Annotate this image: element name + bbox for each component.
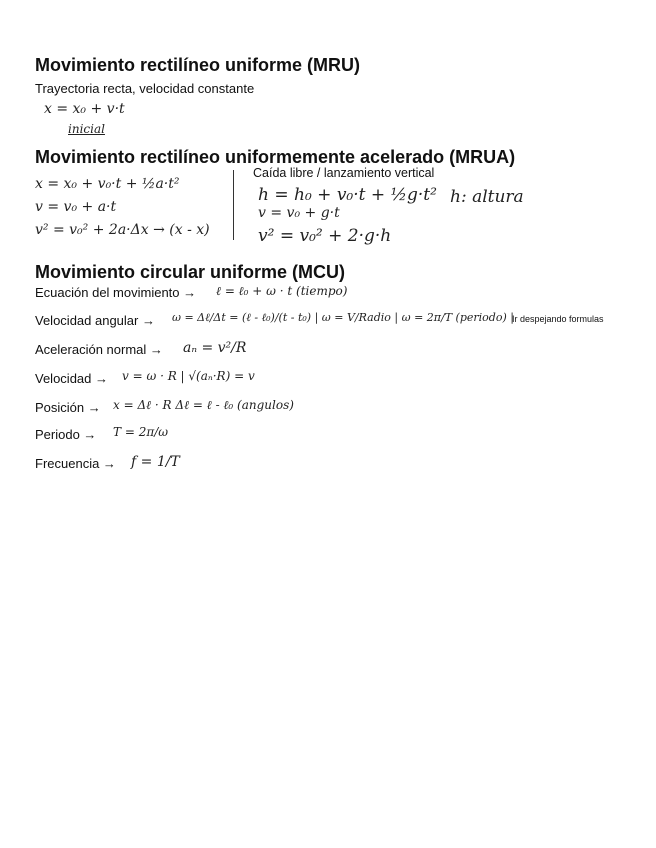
mcu-row-label: Ecuación del movimiento →: [35, 285, 197, 300]
mcu-row-note: Ir despejando formulas: [512, 314, 604, 324]
mcu-row-label: Frecuencia →: [35, 456, 116, 471]
mrua-formula-2: v = v₀ + a·t: [35, 199, 117, 215]
mcu-row-label: Velocidad angular →: [35, 313, 155, 328]
mru-formula: x = x₀ + v·t: [44, 101, 125, 117]
mcu-row-label: Periodo →: [35, 427, 97, 442]
mcu-row-formula: x = Δℓ · R Δℓ = ℓ - ℓ₀ (angulos): [113, 398, 294, 412]
mru-note: inicial: [68, 122, 105, 136]
mru-description: Trayectoria recta, velocidad constante: [35, 81, 255, 96]
mcu-row-formula: f = 1/T: [131, 454, 180, 470]
mrua-formula-1: x = x₀ + v₀·t + ½a·t²: [35, 176, 180, 192]
mcu-row-formula: ω = Δℓ/Δt = (ℓ - ℓ₀)/(t - t₀) | ω = V/Radio | ω = 2π/T (periodo) |: [172, 311, 514, 324]
free-fall-note: h: altura: [450, 187, 524, 207]
mrua-formula-3: v² = v₀² + 2a·Δx → (x - x): [35, 222, 210, 238]
free-fall-title: Caída libre / lanzamiento vertical: [253, 166, 435, 180]
column-divider: [233, 170, 234, 240]
free-fall-formula-2: v = v₀ + g·t: [258, 205, 340, 221]
mcu-row-formula: ℓ = ℓ₀ + ω · t (tiempo): [216, 284, 348, 298]
heading-mru: Movimiento rectilíneo uniforme (MRU): [35, 55, 361, 75]
mcu-row-label: Aceleración normal →: [35, 342, 163, 357]
free-fall-formula-3: v² = v₀² + 2·g·h: [258, 226, 392, 246]
heading-mcu: Movimiento circular uniforme (MCU): [35, 262, 346, 282]
mcu-row-formula: T = 2π/ω: [113, 425, 169, 439]
mcu-row-formula: v = ω · R | √(aₙ·R) = v: [122, 369, 255, 383]
mcu-row-label: Velocidad →: [35, 371, 108, 386]
mcu-row-label: Posición →: [35, 400, 101, 415]
heading-mrua: Movimiento rectilíneo uniformemente acelerado (MRUA): [35, 147, 516, 167]
mcu-row-formula: aₙ = v²/R: [183, 340, 247, 356]
free-fall-formula-1: h = h₀ + v₀·t + ½g·t²: [258, 185, 437, 205]
